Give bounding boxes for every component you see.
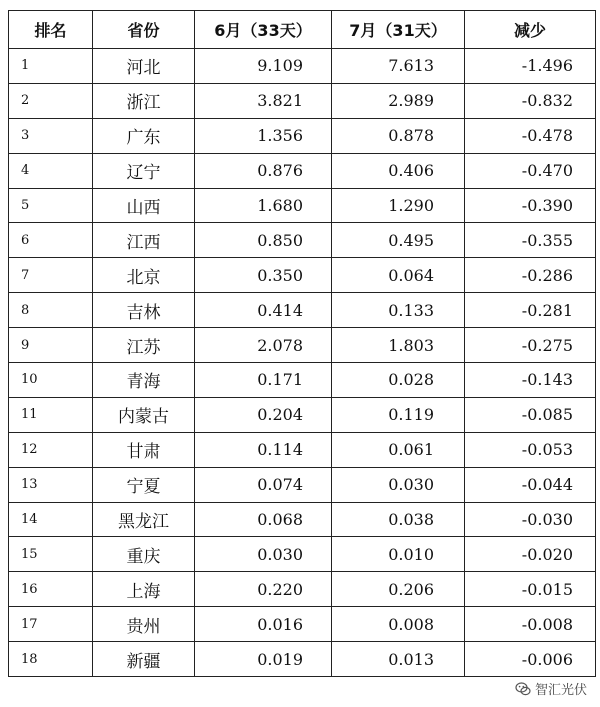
july-value-cell: 0.061 [332, 432, 465, 467]
table-row [9, 642, 596, 677]
decrease-value-cell: -0.470 [465, 153, 596, 188]
table-row [9, 537, 596, 572]
june-value-cell: 0.350 [195, 258, 332, 293]
table-row [9, 293, 596, 328]
table-body [9, 49, 596, 677]
wechat-icon [515, 681, 531, 697]
july-value-cell: 0.008 [332, 607, 465, 642]
june-value-cell: 0.019 [195, 642, 332, 677]
province-cell: 吉林 [93, 293, 195, 328]
province-cell: 新疆 [93, 642, 195, 677]
header-province: 省份 [93, 11, 195, 49]
decrease-value-cell: -0.085 [465, 397, 596, 432]
province-cell: 黑龙江 [93, 502, 195, 537]
rank-cell: 13 [9, 467, 93, 502]
decrease-value-cell: -0.143 [465, 363, 596, 398]
table-row [9, 258, 596, 293]
june-value-cell: 3.821 [195, 83, 332, 118]
july-value-cell: 7.613 [332, 49, 465, 84]
header-rank: 排名 [9, 11, 93, 49]
decrease-value-cell: -0.832 [465, 83, 596, 118]
decrease-value-cell: -0.020 [465, 537, 596, 572]
june-value-cell: 0.074 [195, 467, 332, 502]
rank-cell: 18 [9, 642, 93, 677]
rank-cell: 2 [9, 83, 93, 118]
table-row [9, 49, 596, 84]
june-value-cell: 9.109 [195, 49, 332, 84]
rank-cell: 17 [9, 607, 93, 642]
province-cell: 辽宁 [93, 153, 195, 188]
rank-cell: 4 [9, 153, 93, 188]
province-cell: 山西 [93, 188, 195, 223]
july-value-cell: 0.013 [332, 642, 465, 677]
june-value-cell: 1.356 [195, 118, 332, 153]
decrease-value-cell: -0.008 [465, 607, 596, 642]
table-row [9, 467, 596, 502]
june-value-cell: 0.850 [195, 223, 332, 258]
june-value-cell: 0.204 [195, 397, 332, 432]
table-row [9, 223, 596, 258]
header-june: 6月（33天） [195, 11, 332, 49]
july-value-cell: 0.064 [332, 258, 465, 293]
rank-cell: 7 [9, 258, 93, 293]
header-row [9, 11, 596, 49]
table-row [9, 607, 596, 642]
july-value-cell: 0.133 [332, 293, 465, 328]
province-cell: 重庆 [93, 537, 195, 572]
province-decrease-table [8, 10, 596, 677]
rank-cell: 15 [9, 537, 93, 572]
table-row [9, 118, 596, 153]
decrease-value-cell: -0.355 [465, 223, 596, 258]
watermark [512, 678, 590, 699]
table-row [9, 153, 596, 188]
table-row [9, 188, 596, 223]
decrease-value-cell: -0.030 [465, 502, 596, 537]
july-value-cell: 0.010 [332, 537, 465, 572]
rank-cell: 5 [9, 188, 93, 223]
june-value-cell: 0.068 [195, 502, 332, 537]
decrease-value-cell: -0.053 [465, 432, 596, 467]
decrease-value-cell: -1.496 [465, 49, 596, 84]
june-value-cell: 0.016 [195, 607, 332, 642]
june-value-cell: 0.114 [195, 432, 332, 467]
table-row [9, 397, 596, 432]
table-row [9, 432, 596, 467]
july-value-cell: 2.989 [332, 83, 465, 118]
province-cell: 北京 [93, 258, 195, 293]
rank-cell: 1 [9, 49, 93, 84]
province-cell: 甘肃 [93, 432, 195, 467]
decrease-value-cell: -0.478 [465, 118, 596, 153]
july-value-cell: 1.290 [332, 188, 465, 223]
decrease-value-cell: -0.275 [465, 328, 596, 363]
province-cell: 江苏 [93, 328, 195, 363]
decrease-value-cell: -0.281 [465, 293, 596, 328]
june-value-cell: 1.680 [195, 188, 332, 223]
rank-cell: 6 [9, 223, 93, 258]
june-value-cell: 0.030 [195, 537, 332, 572]
rank-cell: 3 [9, 118, 93, 153]
june-value-cell: 0.220 [195, 572, 332, 607]
rank-cell: 10 [9, 363, 93, 398]
province-cell: 广东 [93, 118, 195, 153]
table-row [9, 328, 596, 363]
decrease-value-cell: -0.286 [465, 258, 596, 293]
rank-cell: 12 [9, 432, 93, 467]
decrease-value-cell: -0.015 [465, 572, 596, 607]
decrease-value-cell: -0.044 [465, 467, 596, 502]
rank-cell: 14 [9, 502, 93, 537]
july-value-cell: 0.028 [332, 363, 465, 398]
rank-cell: 9 [9, 328, 93, 363]
july-value-cell: 0.878 [332, 118, 465, 153]
july-value-cell: 1.803 [332, 328, 465, 363]
province-cell: 内蒙古 [93, 397, 195, 432]
july-value-cell: 0.119 [332, 397, 465, 432]
july-value-cell: 0.038 [332, 502, 465, 537]
header-decrease: 减少 [465, 11, 596, 49]
province-cell: 青海 [93, 363, 195, 398]
july-value-cell: 0.206 [332, 572, 465, 607]
table-header [9, 11, 596, 49]
province-cell: 浙江 [93, 83, 195, 118]
july-value-cell: 0.030 [332, 467, 465, 502]
rank-cell: 11 [9, 397, 93, 432]
watermark-text: 智汇光伏 [534, 683, 587, 698]
province-cell: 宁夏 [93, 467, 195, 502]
july-value-cell: 0.406 [332, 153, 465, 188]
province-cell: 上海 [93, 572, 195, 607]
province-cell: 江西 [93, 223, 195, 258]
rank-cell: 8 [9, 293, 93, 328]
table-row [9, 572, 596, 607]
june-value-cell: 0.876 [195, 153, 332, 188]
rank-cell: 16 [9, 572, 93, 607]
decrease-value-cell: -0.390 [465, 188, 596, 223]
data-table-container [8, 10, 595, 677]
table-row [9, 502, 596, 537]
june-value-cell: 0.414 [195, 293, 332, 328]
june-value-cell: 2.078 [195, 328, 332, 363]
province-cell: 贵州 [93, 607, 195, 642]
province-cell: 河北 [93, 49, 195, 84]
decrease-value-cell: -0.006 [465, 642, 596, 677]
june-value-cell: 0.171 [195, 363, 332, 398]
table-row [9, 363, 596, 398]
header-july: 7月（31天） [332, 11, 465, 49]
july-value-cell: 0.495 [332, 223, 465, 258]
table-row [9, 83, 596, 118]
